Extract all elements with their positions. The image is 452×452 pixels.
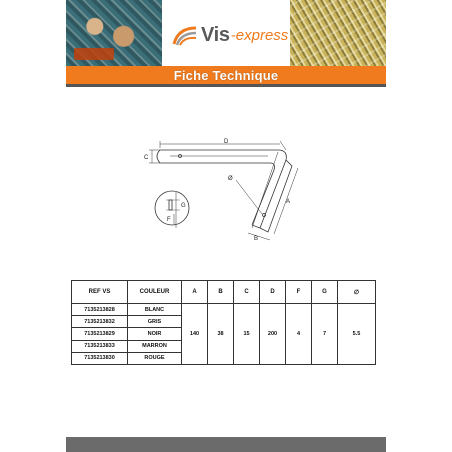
- value-c: 15: [234, 304, 260, 365]
- table-row: [72, 304, 376, 316]
- value-a: 140: [182, 304, 208, 365]
- ref-cell: 7135213828: [72, 304, 128, 316]
- col-header-f: F: [286, 281, 312, 304]
- tools-photo: [66, 0, 162, 66]
- col-header-a: A: [182, 281, 208, 304]
- page-title: Fiche Technique: [173, 67, 279, 83]
- bracket-drawing: [130, 130, 330, 245]
- spec-table: [71, 280, 376, 365]
- screws-photo: [290, 0, 386, 66]
- color-cell: GRIS: [128, 316, 182, 328]
- ref-cell: 7135213833: [72, 340, 128, 352]
- col-header-g: G: [312, 281, 338, 304]
- value-d: 200: [260, 304, 286, 365]
- dim-label-g: G: [181, 203, 186, 209]
- logo-swoosh-icon: [172, 24, 198, 46]
- color-cell: BLANC: [128, 304, 182, 316]
- brand-logo: [172, 20, 288, 50]
- title-bar: [66, 66, 386, 84]
- brand-suffix: -express: [230, 26, 289, 44]
- col-header-diameter: ∅: [338, 281, 376, 304]
- color-cell: ROUGE: [128, 352, 182, 364]
- table-header-row: [72, 281, 376, 304]
- col-header-ref: REF VS: [72, 281, 128, 304]
- value-f: 4: [286, 304, 312, 365]
- brand-name: Vis: [201, 23, 230, 46]
- value-diameter: 5.5: [338, 304, 376, 365]
- col-header-d: D: [260, 281, 286, 304]
- color-cell: NOIR: [128, 328, 182, 340]
- header-banner: [66, 0, 386, 66]
- value-g: 7: [312, 304, 338, 365]
- footer-bar: [66, 437, 386, 452]
- dim-label-a: A: [286, 199, 291, 205]
- col-header-c: C: [234, 281, 260, 304]
- color-cell: MARRON: [128, 340, 182, 352]
- title-underline: [66, 84, 386, 87]
- ref-cell: 7135213829: [72, 328, 128, 340]
- dim-label-f: F: [167, 217, 171, 223]
- col-header-b: B: [208, 281, 234, 304]
- ref-cell: 7135213830: [72, 352, 128, 364]
- dim-label-c: C: [144, 155, 149, 161]
- value-b: 38: [208, 304, 234, 365]
- col-header-couleur: COULEUR: [128, 281, 182, 304]
- ref-cell: 7135213832: [72, 316, 128, 328]
- dim-label-diameter: Ø: [228, 176, 233, 182]
- dim-label-d: D: [224, 139, 229, 145]
- dim-label-b: B: [254, 236, 259, 242]
